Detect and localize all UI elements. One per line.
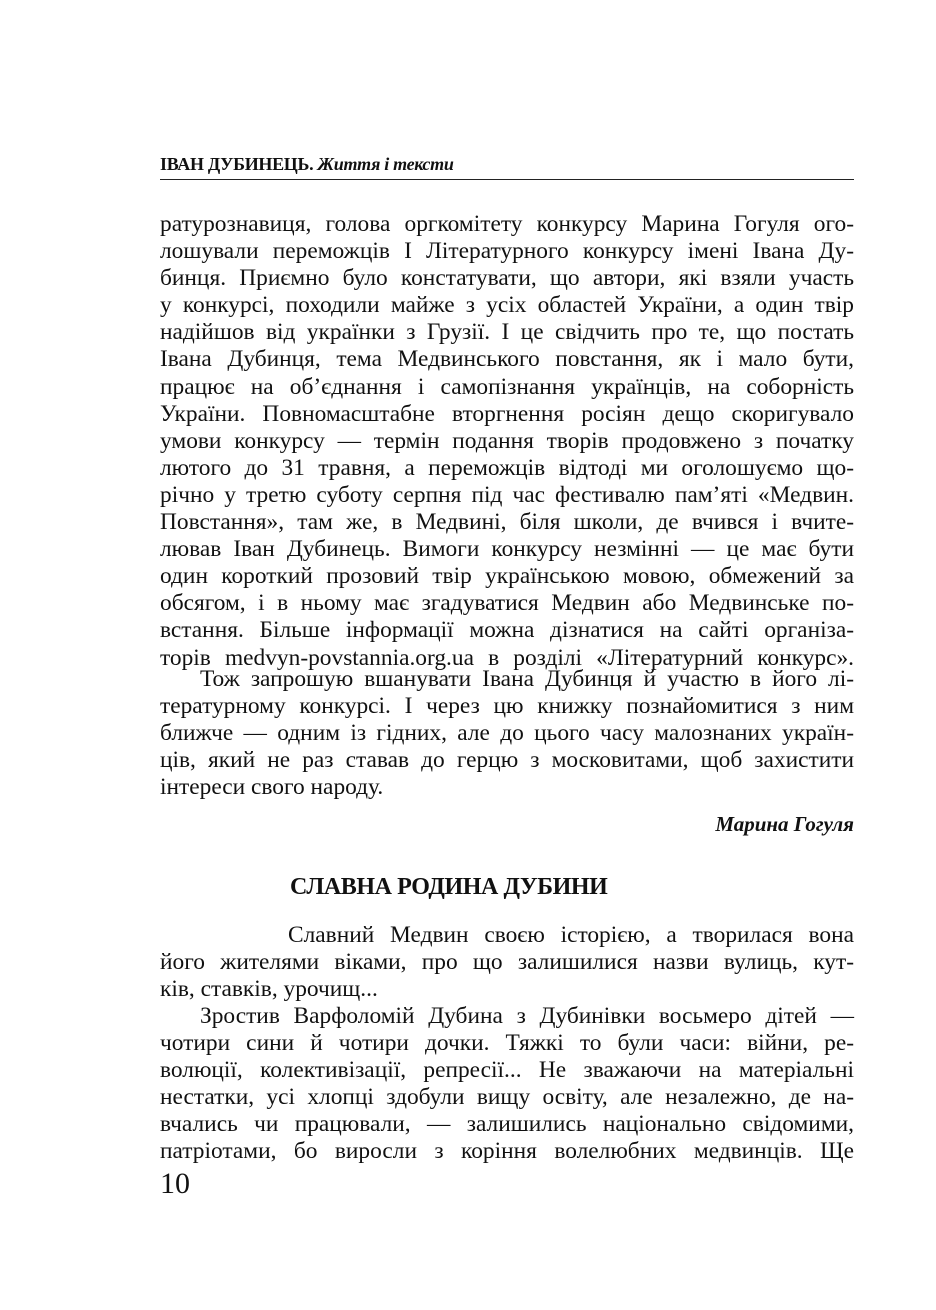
text-line: умови конкурсу — термін подання творів продовжено з початку bbox=[160, 427, 854, 454]
text-line: України. Повномасштабне вторгнення росіян дещо скоригувало bbox=[160, 400, 854, 427]
text-line: патріотами, бо виросли з коріння волелюбних медвинців. Ще bbox=[160, 1138, 854, 1165]
text-line: бинця. Приємно було констатувати, що автори, які взяли участь bbox=[160, 265, 854, 292]
running-head-author: ІВАН ДУБИНЕЦЬ. bbox=[160, 154, 314, 174]
paragraph-3 bbox=[160, 922, 854, 1003]
paragraph-2 bbox=[160, 666, 854, 801]
paragraph-4 bbox=[160, 1003, 854, 1166]
text-line: один короткий прозовий твір українською мовою, обмежений за bbox=[160, 563, 854, 590]
text-line: тературному конкурсі. І через цю книжку познайомитися з ним bbox=[160, 693, 854, 720]
text-line: надійшов від українки з Грузії. І це свідчить про те, що постать bbox=[160, 319, 854, 346]
text-line: нестатки, усі хлопці здобули вищу освіту, але незалежно, де на- bbox=[160, 1084, 854, 1111]
text-line: лошували переможців І Літературного конкурсу імені Івана Ду- bbox=[160, 238, 854, 265]
author-signature: Марина Гогуля bbox=[715, 812, 854, 836]
text-line: працює на об’єднання і самопізнання українців, на соборність bbox=[160, 373, 854, 400]
text-line: Івана Дубинця, тема Медвинського повстання, як і мало бути, bbox=[160, 346, 854, 373]
text-line: Славний Медвин своєю історією, а творилася вона bbox=[288, 922, 854, 948]
section-title: СЛАВНА РОДИНА ДУБИНИ bbox=[290, 874, 608, 900]
text-line: обсягом, і в ньому має згадуватися Медвин або Медвинське по- bbox=[160, 590, 854, 617]
text-line: встання. Більше інформації можна дізнатися на сайті організа- bbox=[160, 617, 854, 644]
text-line: Зростив Варфоломій Дубина з Дубинівки восьмеро дітей — bbox=[200, 1003, 854, 1029]
running-head-title: Життя і тексти bbox=[317, 154, 454, 174]
text-line: торів medvyn-povstannia.org.ua в розділі «Літературний конкурс». bbox=[160, 644, 854, 671]
text-line: ків, ставків, урочищ... bbox=[160, 976, 378, 1003]
text-line: ратурознавиця, голова оргкомітету конкурсу Марина Гогуля ого- bbox=[160, 211, 854, 237]
text-line: вчались чи працювали, — залишились національно свідомими, bbox=[160, 1111, 854, 1138]
text-line: Повстання», там же, в Медвині, біля школи, де вчився і вчите- bbox=[160, 509, 854, 536]
text-line: інтереси свого народу. bbox=[160, 774, 384, 801]
text-line: Тож запрошую вшанувати Івана Дубинця й участю в його лі- bbox=[200, 666, 854, 692]
running-head bbox=[160, 153, 454, 175]
text-line: волюції, колективізації, репресії... Не зважаючи на матеріальні bbox=[160, 1057, 854, 1084]
text-line: у конкурсі, походили майже з усіх областей України, а один твір bbox=[160, 292, 854, 319]
text-line: його жителями віками, про що залишилися назви вулиць, кут- bbox=[160, 949, 854, 976]
text-line: ближче — одним із гідних, але до цього часу малознаних україн- bbox=[160, 720, 854, 747]
text-line: ців, який не раз ставав до герцю з московитами, щоб захистити bbox=[160, 747, 854, 774]
text-line: чотири сини й чотири дочки. Тяжкі то були часи: війни, ре- bbox=[160, 1030, 854, 1057]
text-line: лював Іван Дубинець. Вимоги конкурсу незмінні — це має бути bbox=[160, 536, 854, 563]
paragraph-1 bbox=[160, 211, 854, 672]
text-line: річно у третю суботу серпня під час фестивалю пам’яті «Медвин. bbox=[160, 481, 854, 508]
page-number: 10 bbox=[160, 1167, 190, 1200]
text-line: лютого до 31 травня, а переможців відтоді ми оголошуємо що- bbox=[160, 454, 854, 481]
header-rule bbox=[160, 179, 854, 180]
